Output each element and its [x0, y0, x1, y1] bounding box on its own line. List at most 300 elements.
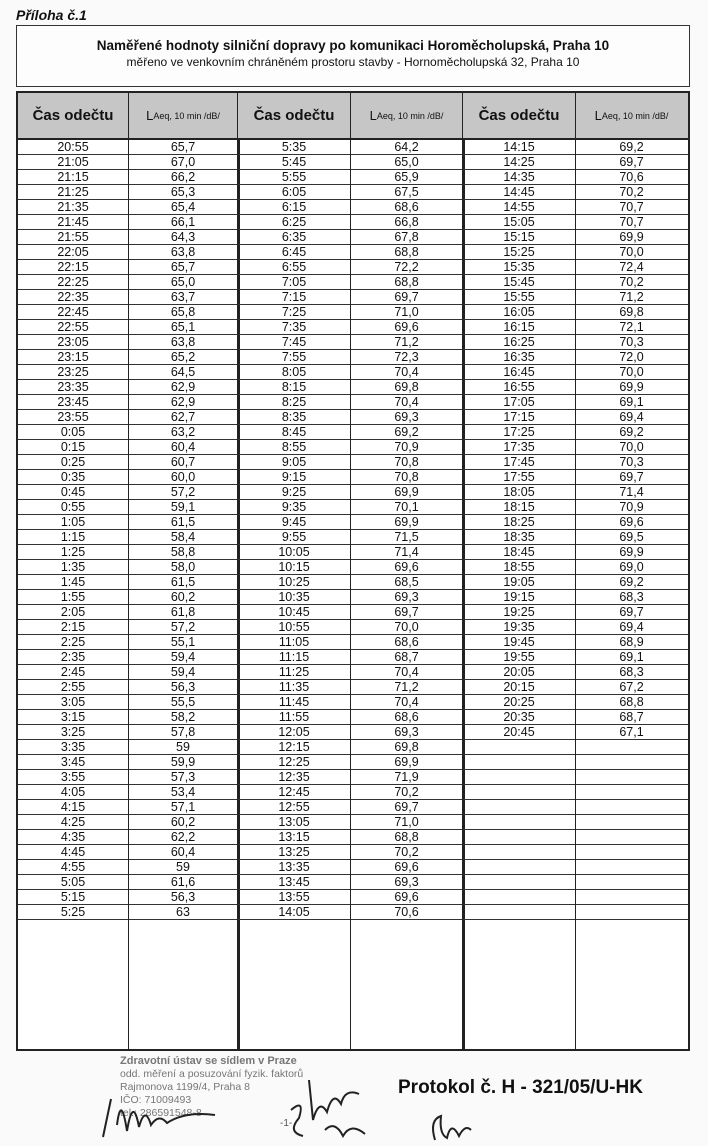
- laeq-cell: 70,6: [394, 905, 419, 919]
- laeq-cell: 70,4: [394, 665, 419, 679]
- time-cell: 0:05: [60, 425, 86, 439]
- time-cell: 23:25: [57, 365, 89, 379]
- time-cell: 5:05: [60, 875, 86, 889]
- laeq-cell: 69,7: [394, 800, 419, 814]
- laeq-cell: 69,9: [394, 515, 419, 529]
- protocol-number: Protokol č. H - 321/05/U-HK: [398, 1077, 643, 1098]
- col-header-time-label: Čas odečtu: [478, 107, 560, 124]
- laeq-cell: 65,2: [170, 350, 196, 364]
- laeq-cell: 58,2: [170, 710, 196, 724]
- time-cell: 14:05: [278, 905, 310, 919]
- time-cell: 3:15: [60, 710, 86, 724]
- laeq-cell: 69,8: [619, 305, 644, 319]
- time-cell: 5:25: [60, 905, 86, 919]
- stamp-line-2: odd. měření a posuzování fyzik. faktorů: [120, 1068, 304, 1080]
- time-cell: 18:25: [503, 515, 535, 529]
- time-cell: 5:55: [281, 170, 307, 184]
- col-header-laeq: [350, 93, 463, 140]
- column-divider: [350, 93, 351, 1049]
- time-cell: 17:45: [503, 455, 535, 469]
- time-cell: 17:55: [503, 470, 535, 484]
- laeq-cell: 69,9: [394, 755, 419, 769]
- time-cell: 10:55: [278, 620, 310, 634]
- col-header-laeq-label: L Aeq, 10 min /dB/: [369, 108, 444, 123]
- laeq-cell: 69,2: [619, 425, 644, 439]
- laeq-cell: 63,2: [170, 425, 196, 439]
- time-cell: 13:05: [278, 815, 310, 829]
- time-cell: 3:45: [60, 755, 86, 769]
- laeq-cell: 70,8: [394, 470, 419, 484]
- laeq-cell: 68,8: [394, 830, 419, 844]
- laeq-cell: 64,5: [170, 365, 196, 379]
- laeq-cell: 71,0: [394, 305, 419, 319]
- laeq-cell: 60,4: [170, 845, 196, 859]
- time-cell: 6:35: [281, 230, 307, 244]
- signature-middle: [285, 1060, 385, 1145]
- laeq-cell: 60,4: [170, 440, 196, 454]
- laeq-cell: [575, 785, 688, 800]
- laeq-cell: 69,6: [394, 890, 419, 904]
- laeq-cell: 72,3: [394, 350, 419, 364]
- stamp-line-1: Zdravotní ústav se sídlem v Praze: [120, 1055, 297, 1067]
- laeq-cell: 70,0: [619, 440, 644, 454]
- col-header-laeq-label: L Aeq, 10 min /dB/: [594, 108, 669, 123]
- laeq-cell: [575, 755, 688, 770]
- time-cell: 10:15: [278, 560, 310, 574]
- time-cell: 11:45: [278, 695, 310, 709]
- time-cell: 0:35: [60, 470, 86, 484]
- time-cell: 16:35: [503, 350, 535, 364]
- time-cell: 14:15: [503, 140, 535, 154]
- time-cell: 7:45: [281, 335, 307, 349]
- time-cell: 6:25: [281, 215, 307, 229]
- time-cell: [463, 875, 575, 890]
- time-cell: 5:15: [60, 890, 86, 904]
- laeq-cell: 69,9: [619, 380, 644, 394]
- time-cell: [463, 740, 575, 755]
- time-cell: 11:05: [278, 635, 310, 649]
- time-cell: 16:05: [503, 305, 535, 319]
- time-cell: 4:55: [60, 860, 86, 874]
- laeq-cell: 70,6: [619, 170, 644, 184]
- time-cell: 8:25: [281, 395, 307, 409]
- time-cell: 9:15: [281, 470, 307, 484]
- laeq-cell: [575, 815, 688, 830]
- time-cell: 22:35: [57, 290, 89, 304]
- signature-left: [95, 1085, 245, 1143]
- laeq-cell: 69,9: [619, 230, 644, 244]
- time-cell: 8:05: [281, 365, 307, 379]
- time-cell: 22:55: [57, 320, 89, 334]
- time-cell: [463, 755, 575, 770]
- time-cell: 10:25: [278, 575, 310, 589]
- time-cell: 9:45: [281, 515, 307, 529]
- time-cell: 15:25: [503, 245, 535, 259]
- time-cell: 22:45: [57, 305, 89, 319]
- laeq-cell: 69,7: [394, 290, 419, 304]
- laeq-cell: 67,8: [394, 230, 419, 244]
- laeq-cell: 71,2: [394, 335, 419, 349]
- time-cell: 11:15: [278, 650, 310, 664]
- col-header-time-label: Čas odečtu: [253, 107, 335, 124]
- laeq-cell: 65,8: [170, 305, 196, 319]
- laeq-cell: 70,3: [619, 455, 644, 469]
- laeq-cell: 60,7: [170, 455, 196, 469]
- time-cell: 4:15: [60, 800, 86, 814]
- table-title: Naměřené hodnoty silniční dopravy po komunikaci Horoměcholupská, Praha 10: [96, 38, 610, 53]
- time-cell: 6:05: [281, 185, 307, 199]
- time-cell: [463, 890, 575, 905]
- laeq-cell: 68,7: [619, 710, 644, 724]
- time-cell: 11:25: [278, 665, 310, 679]
- laeq-cell: 70,2: [394, 785, 419, 799]
- col-header-time: [463, 93, 575, 140]
- laeq-cell: 65,7: [170, 140, 196, 154]
- laeq-cell: 70,9: [394, 440, 419, 454]
- time-cell: 9:55: [281, 530, 307, 544]
- laeq-cell: 69,4: [619, 410, 644, 424]
- laeq-cell: 65,1: [170, 320, 196, 334]
- time-cell: [463, 785, 575, 800]
- laeq-cell: 56,3: [170, 680, 196, 694]
- time-cell: 21:55: [57, 230, 89, 244]
- time-cell: 10:45: [278, 605, 310, 619]
- time-cell: 2:45: [60, 665, 86, 679]
- time-cell: 21:45: [57, 215, 89, 229]
- time-cell: 12:35: [278, 770, 310, 784]
- time-cell: 11:35: [278, 680, 310, 694]
- laeq-cell: 68,3: [619, 665, 644, 679]
- time-cell: 17:15: [503, 410, 535, 424]
- time-cell: 7:35: [281, 320, 307, 334]
- laeq-cell: 65,3: [170, 185, 196, 199]
- laeq-cell: 69,2: [619, 575, 644, 589]
- time-cell: 8:55: [281, 440, 307, 454]
- laeq-cell: 71,2: [619, 290, 644, 304]
- time-cell: 9:35: [281, 500, 307, 514]
- time-cell: 14:35: [503, 170, 535, 184]
- time-cell: 14:55: [503, 200, 535, 214]
- time-cell: 0:15: [60, 440, 86, 454]
- laeq-cell: 70,8: [394, 455, 419, 469]
- laeq-cell: 57,8: [170, 725, 196, 739]
- time-cell: 14:45: [503, 185, 535, 199]
- time-cell: 11:55: [278, 710, 310, 724]
- time-cell: 7:25: [281, 305, 307, 319]
- col-header-laeq: [128, 93, 238, 140]
- time-cell: 8:35: [281, 410, 307, 424]
- laeq-cell: 62,9: [170, 380, 196, 394]
- laeq-cell: 62,2: [170, 830, 196, 844]
- time-cell: 18:35: [503, 530, 535, 544]
- laeq-cell: 59,4: [170, 650, 196, 664]
- time-cell: 16:15: [503, 320, 535, 334]
- col-header-time: [18, 93, 128, 140]
- time-cell: 4:35: [60, 830, 86, 844]
- laeq-cell: 57,2: [170, 620, 196, 634]
- col-header-time-label: Čas odečtu: [32, 107, 114, 124]
- time-cell: 19:55: [503, 650, 535, 664]
- laeq-cell: 59,4: [170, 665, 196, 679]
- col-header-laeq-label: L Aeq, 10 min /dB/: [146, 108, 220, 123]
- time-cell: 23:45: [57, 395, 89, 409]
- time-cell: 20:45: [503, 725, 535, 739]
- time-cell: 1:45: [60, 575, 86, 589]
- time-cell: 7:55: [281, 350, 307, 364]
- laeq-cell: 72,2: [394, 260, 419, 274]
- time-cell: 19:45: [503, 635, 535, 649]
- laeq-cell: 72,0: [619, 350, 644, 364]
- laeq-cell: 59: [176, 860, 190, 874]
- laeq-cell: 69,6: [394, 860, 419, 874]
- attachment-label: Příloha č.1: [16, 7, 87, 23]
- laeq-cell: 66,2: [170, 170, 196, 184]
- column-divider: [575, 93, 576, 1049]
- laeq-cell: 69,3: [394, 590, 419, 604]
- laeq-cell: 67,0: [170, 155, 196, 169]
- time-cell: 0:25: [60, 455, 86, 469]
- laeq-cell: 72,4: [619, 260, 644, 274]
- time-cell: 2:35: [60, 650, 86, 664]
- time-cell: 4:45: [60, 845, 86, 859]
- laeq-cell: 70,4: [394, 695, 419, 709]
- laeq-cell: 70,2: [619, 185, 644, 199]
- time-cell: 1:05: [60, 515, 86, 529]
- laeq-cell: 70,9: [619, 500, 644, 514]
- time-cell: 13:25: [278, 845, 310, 859]
- time-cell: 7:05: [281, 275, 307, 289]
- laeq-cell: 65,4: [170, 200, 196, 214]
- laeq-cell: 68,7: [394, 650, 419, 664]
- laeq-cell: 60,2: [170, 590, 196, 604]
- laeq-cell: 68,8: [394, 275, 419, 289]
- laeq-cell: 69,1: [619, 395, 644, 409]
- laeq-cell: 69,2: [394, 425, 419, 439]
- time-cell: 1:55: [60, 590, 86, 604]
- laeq-cell: 69,3: [394, 725, 419, 739]
- time-cell: 0:45: [60, 485, 86, 499]
- time-cell: 1:25: [60, 545, 86, 559]
- time-cell: 4:25: [60, 815, 86, 829]
- time-cell: 16:45: [503, 365, 535, 379]
- signature-right: [425, 1110, 475, 1146]
- table-title-box: [16, 25, 690, 87]
- time-cell: 1:35: [60, 560, 86, 574]
- laeq-cell: 58,4: [170, 530, 196, 544]
- time-cell: 17:05: [503, 395, 535, 409]
- stamp-line-5: tel.: 286591548-8: [120, 1107, 202, 1119]
- time-cell: 22:25: [57, 275, 89, 289]
- laeq-cell: 67,1: [619, 725, 644, 739]
- time-cell: 19:05: [503, 575, 535, 589]
- laeq-cell: 72,1: [619, 320, 644, 334]
- measurement-table: [16, 91, 690, 1051]
- time-cell: 2:05: [60, 605, 86, 619]
- col-header-laeq: [575, 93, 688, 140]
- laeq-cell: 57,2: [170, 485, 196, 499]
- laeq-cell: 71,2: [394, 680, 419, 694]
- time-cell: 9:05: [281, 455, 307, 469]
- laeq-cell: 69,2: [619, 140, 644, 154]
- laeq-cell: 70,0: [619, 365, 644, 379]
- time-cell: 12:25: [278, 755, 310, 769]
- laeq-cell: 62,7: [170, 410, 196, 424]
- laeq-cell: 57,3: [170, 770, 196, 784]
- laeq-cell: 70,7: [619, 200, 644, 214]
- laeq-cell: [575, 800, 688, 815]
- laeq-cell: 66,1: [170, 215, 196, 229]
- time-cell: 23:35: [57, 380, 89, 394]
- laeq-cell: 71,0: [394, 815, 419, 829]
- laeq-cell: 63,8: [170, 335, 196, 349]
- laeq-cell: 60,0: [170, 470, 196, 484]
- table-subtitle: měřeno ve venkovním chráněném prostoru stavby - Hornoměcholupská 32, Praha 10: [126, 55, 580, 69]
- laeq-cell: 53,4: [170, 785, 196, 799]
- laeq-cell: 70,3: [619, 335, 644, 349]
- laeq-cell: 58,8: [170, 545, 196, 559]
- time-cell: 2:15: [60, 620, 86, 634]
- col-header-time: [238, 93, 350, 140]
- time-cell: [463, 830, 575, 845]
- laeq-cell: 70,0: [619, 245, 644, 259]
- time-cell: 3:05: [60, 695, 86, 709]
- time-cell: 18:45: [503, 545, 535, 559]
- time-cell: 12:15: [278, 740, 310, 754]
- time-cell: 20:15: [503, 680, 535, 694]
- time-cell: 21:25: [57, 185, 89, 199]
- laeq-cell: 65,9: [394, 170, 419, 184]
- laeq-cell: 65,0: [170, 275, 196, 289]
- laeq-cell: 69,1: [619, 650, 644, 664]
- time-cell: 19:35: [503, 620, 535, 634]
- time-cell: 18:55: [503, 560, 535, 574]
- laeq-cell: 55,1: [170, 635, 196, 649]
- laeq-cell: 69,7: [394, 605, 419, 619]
- stamp-line-3: Rajmonova 1199/4, Praha 8: [120, 1081, 250, 1093]
- laeq-cell: [575, 875, 688, 890]
- laeq-cell: 68,3: [619, 590, 644, 604]
- time-cell: 21:35: [57, 200, 89, 214]
- laeq-cell: 69,7: [619, 605, 644, 619]
- laeq-cell: 68,6: [394, 635, 419, 649]
- time-cell: 13:15: [278, 830, 310, 844]
- time-cell: 8:45: [281, 425, 307, 439]
- time-cell: 21:05: [57, 155, 89, 169]
- laeq-cell: 59: [176, 740, 190, 754]
- time-cell: [463, 845, 575, 860]
- time-cell: 15:15: [503, 230, 535, 244]
- laeq-cell: 63: [176, 905, 190, 919]
- laeq-cell: 68,8: [619, 695, 644, 709]
- time-cell: 13:35: [278, 860, 310, 874]
- time-cell: 12:45: [278, 785, 310, 799]
- laeq-cell: 70,7: [619, 215, 644, 229]
- laeq-cell: [575, 890, 688, 905]
- time-cell: 22:05: [57, 245, 89, 259]
- laeq-cell: 63,7: [170, 290, 196, 304]
- time-cell: 17:35: [503, 440, 535, 454]
- laeq-cell: 61,5: [170, 575, 196, 589]
- laeq-cell: 69,3: [394, 875, 419, 889]
- laeq-cell: 58,0: [170, 560, 196, 574]
- time-cell: 6:45: [281, 245, 307, 259]
- time-cell: [463, 860, 575, 875]
- laeq-cell: 55,5: [170, 695, 196, 709]
- time-cell: 19:25: [503, 605, 535, 619]
- laeq-cell: 67,5: [394, 185, 419, 199]
- time-cell: 7:15: [281, 290, 307, 304]
- laeq-cell: 62,9: [170, 395, 196, 409]
- time-cell: 15:05: [503, 215, 535, 229]
- laeq-cell: 70,1: [394, 500, 419, 514]
- time-cell: 23:15: [57, 350, 89, 364]
- laeq-cell: [575, 830, 688, 845]
- laeq-cell: 64,3: [170, 230, 196, 244]
- laeq-cell: 71,5: [394, 530, 419, 544]
- laeq-cell: 69,7: [619, 470, 644, 484]
- laeq-cell: 69,4: [619, 620, 644, 634]
- laeq-cell: 56,3: [170, 890, 196, 904]
- time-cell: 15:35: [503, 260, 535, 274]
- time-cell: 3:25: [60, 725, 86, 739]
- time-cell: 23:55: [57, 410, 89, 424]
- laeq-cell: 67,2: [619, 680, 644, 694]
- time-cell: 18:05: [503, 485, 535, 499]
- time-cell: 14:25: [503, 155, 535, 169]
- laeq-cell: 61,6: [170, 875, 196, 889]
- time-cell: 15:55: [503, 290, 535, 304]
- laeq-cell: 70,4: [394, 365, 419, 379]
- time-cell: 12:05: [278, 725, 310, 739]
- time-cell: 9:25: [281, 485, 307, 499]
- time-cell: 16:55: [503, 380, 535, 394]
- laeq-cell: 70,4: [394, 395, 419, 409]
- time-cell: 5:45: [281, 155, 307, 169]
- page-marker: -1-: [280, 1118, 293, 1129]
- laeq-cell: 69,0: [619, 560, 644, 574]
- laeq-cell: 69,9: [619, 545, 644, 559]
- laeq-cell: 61,5: [170, 515, 196, 529]
- time-cell: 20:25: [503, 695, 535, 709]
- laeq-cell: [575, 845, 688, 860]
- laeq-cell: 59,1: [170, 500, 196, 514]
- time-cell: 3:35: [60, 740, 86, 754]
- laeq-cell: 69,7: [619, 155, 644, 169]
- time-cell: 13:55: [278, 890, 310, 904]
- laeq-cell: 69,5: [619, 530, 644, 544]
- laeq-cell: 65,0: [394, 155, 419, 169]
- column-divider: [128, 93, 129, 1049]
- time-cell: 20:35: [503, 710, 535, 724]
- time-cell: [463, 770, 575, 785]
- time-cell: 22:15: [57, 260, 89, 274]
- laeq-cell: 60,2: [170, 815, 196, 829]
- laeq-cell: 71,4: [394, 545, 419, 559]
- time-cell: 3:55: [60, 770, 86, 784]
- laeq-cell: 69,6: [394, 560, 419, 574]
- time-cell: 2:55: [60, 680, 86, 694]
- laeq-cell: 68,5: [394, 575, 419, 589]
- laeq-cell: 69,8: [394, 380, 419, 394]
- laeq-cell: [575, 860, 688, 875]
- time-cell: 5:35: [281, 140, 307, 154]
- time-cell: 0:55: [60, 500, 86, 514]
- laeq-cell: 70,2: [619, 275, 644, 289]
- time-cell: 12:55: [278, 800, 310, 814]
- laeq-cell: 70,2: [394, 845, 419, 859]
- laeq-cell: 69,6: [394, 320, 419, 334]
- laeq-cell: 68,6: [394, 200, 419, 214]
